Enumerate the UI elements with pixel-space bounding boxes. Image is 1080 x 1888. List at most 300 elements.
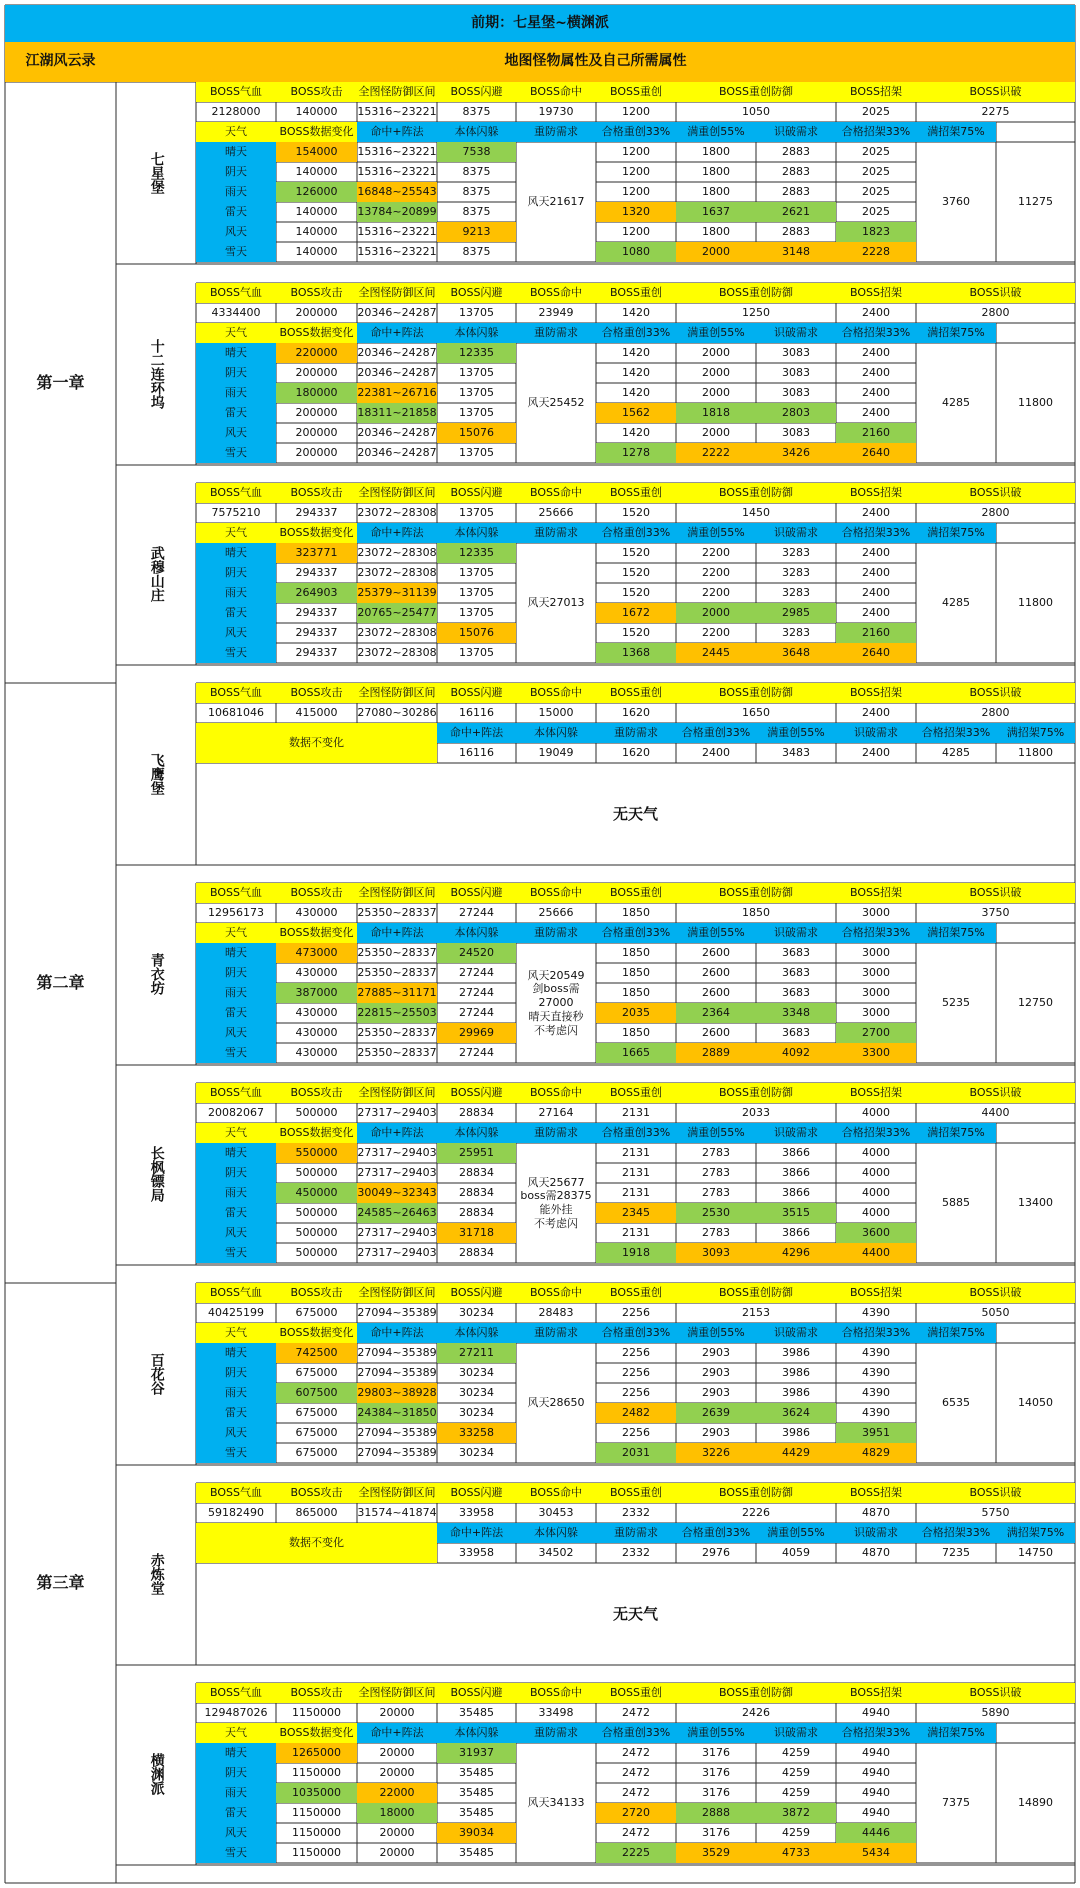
stat-value: 1520 [622,506,650,520]
weather-value: 550000 [276,1143,357,1163]
need-label: 合格招架33% [836,1723,916,1743]
weather-value: 3426 [756,443,836,463]
weather-label: 阴天 [196,363,276,383]
need-label: 满招架75% [916,923,996,943]
weather-value: 2256 [622,1346,650,1360]
stat-label: BOSS攻击 [276,1483,357,1503]
stat-value: 28483 [538,1306,574,1320]
weather-value: 1420 [622,386,650,400]
weather-value: 3300 [836,1043,916,1063]
weather-value: 27211 [437,1343,516,1363]
stat-value: 19730 [538,105,574,119]
stat-label: BOSS命中 [516,883,596,903]
weather-label: 雨天 [196,1183,276,1203]
stat-label: BOSS气血 [196,82,276,102]
need-label: 合格重创33% [596,323,676,343]
stat-label: BOSS气血 [196,1083,276,1103]
need-label: 重防需求 [596,1523,676,1543]
weather-value: 2228 [836,242,916,262]
weather-value: 1800 [702,145,730,159]
need-label: 合格重创33% [596,1323,676,1343]
weather-value: 1320 [596,202,676,222]
stat-value: 140000 [295,105,338,119]
weather-value: 4446 [836,1823,916,1843]
stat-value: 13705 [459,506,494,520]
stat-label: BOSS攻击 [276,1683,357,1703]
weather-value: 3283 [782,546,810,560]
weather-value: 2640 [836,643,916,663]
need-label: 满重创55% [756,723,836,743]
weather-value: 1200 [622,165,650,179]
stat-label: BOSS攻击 [276,683,357,703]
stat-label: BOSS重创防御 [676,1283,836,1303]
weather-value: 4829 [836,1443,916,1463]
weather-value: 13705 [459,366,494,380]
need-label: 重防需求 [516,1323,596,1343]
stat-value: 4334400 [211,306,261,320]
weather-value: 3872 [756,1803,836,1823]
weather-value: 15316~23221 [357,245,437,259]
weather-value: 2903 [702,1386,730,1400]
weather-value: 2000 [702,366,730,380]
weather-value: 2883 [782,185,810,199]
need-label: 满招架75% [916,323,996,343]
weather-value: 1562 [596,403,676,423]
need-label: 满重创55% [676,1323,756,1343]
weather-value: 3176 [702,1786,730,1800]
weather-value: 35485 [459,1786,494,1800]
need-label: 本体闪躲 [437,323,516,343]
evade-note: 风天25677 boss需28375 能外挂 不考虑闪 [520,1175,592,1230]
map-name: 武穆山庄 [148,546,165,602]
weather-value: 1278 [596,443,676,463]
need-value: 14750 [1018,1546,1053,1560]
weather-value: 1672 [596,603,676,623]
stat-label: 全图怪防御区间 [357,283,437,303]
weather-value: 2400 [862,406,890,420]
weather-value: 3866 [782,1166,810,1180]
need-value: 4285 [942,746,970,760]
weather-label: 雨天 [196,383,276,403]
weather-value: 180000 [276,383,357,403]
header-left: 江湖风云录 [5,42,116,82]
weather-value: 28834 [459,1186,494,1200]
weather-value: 1420 [622,346,650,360]
weather-value: 3000 [862,946,890,960]
weather-value: 5434 [836,1843,916,1863]
stat-label: 全图怪防御区间 [357,1683,437,1703]
weather-value: 200000 [295,446,338,460]
need-label: 本体闪躲 [516,723,596,743]
weather-value: 3529 [676,1843,756,1863]
weather-value: 2400 [862,346,890,360]
stat-value: 15000 [538,706,574,720]
need-label: 识破需求 [836,1523,916,1543]
weather-value: 31718 [437,1223,516,1243]
weather-value: 25350~28337 [357,966,437,980]
weather-value: 3986 [782,1386,810,1400]
need-label: 命中+阵法 [357,1323,437,1343]
weather-value: 3000 [862,966,890,980]
weather-value: 23072~28308 [357,626,437,640]
parry-33: 7375 [942,1796,970,1810]
weather-value: 2400 [862,366,890,380]
weather-value: 25951 [437,1143,516,1163]
weather-value: 25350~28337 [357,946,437,960]
weather-value: 1918 [596,1243,676,1263]
stat-value: 27164 [538,1106,574,1120]
parry-33: 5235 [942,996,970,1010]
stat-value: 1050 [742,105,770,119]
weather-value: 3093 [676,1243,756,1263]
weather-value: 294337 [295,626,338,640]
weather-value: 16848~25543 [357,182,437,202]
weather-value: 2720 [596,1803,676,1823]
stat-label: BOSS攻击 [276,82,357,102]
stat-label: BOSS命中 [516,283,596,303]
stat-value: 675000 [295,1306,338,1320]
weather-value: 3683 [782,986,810,1000]
weather-value: 35485 [459,1846,494,1860]
need-label: 识破需求 [756,923,836,943]
weather-value: 22381~26716 [357,383,437,403]
sheet-title: 前期：七星堡~横渊派 [5,5,1075,42]
need-value: 7235 [942,1546,970,1560]
stat-label: BOSS重创 [596,82,676,102]
evade-note: 风天25452 [527,396,585,410]
stat-value: 2033 [742,1106,770,1120]
map-name: 长枫镖局 [148,1146,165,1202]
weather-value: 2472 [622,1746,650,1760]
stat-label: BOSS识破 [916,683,1075,703]
stat-value: 12956173 [208,906,264,920]
stat-label: BOSS识破 [916,483,1075,503]
evade-note: 风天27013 [527,596,585,610]
weather-value: 23072~28308 [357,646,437,660]
weather-value: 1368 [596,643,676,663]
need-label: 命中+阵法 [357,1123,437,1143]
stat-label: 全图怪防御区间 [357,683,437,703]
need-label: 命中+阵法 [437,1523,516,1543]
weather-value: 1420 [622,366,650,380]
need-label: 合格招架33% [916,723,996,743]
stat-value: 27317~29403 [357,1106,437,1120]
stat-value: 59182490 [208,1506,264,1520]
stat-label: BOSS重创 [596,483,676,503]
weather-value: 1850 [622,966,650,980]
weather-value: 33258 [437,1423,516,1443]
weather-value: 607500 [276,1383,357,1403]
weather-value: 13784~20899 [357,202,437,222]
need-label: 天气 [196,122,276,142]
need-label: 识破需求 [756,1123,836,1143]
need-value: 1620 [622,746,650,760]
weather-value: 2640 [836,443,916,463]
parry-33: 5885 [942,1196,970,1210]
weather-value: 4259 [782,1826,810,1840]
weather-value: 3951 [836,1423,916,1443]
stat-value: 31574~41874 [357,1506,437,1520]
weather-value: 2783 [702,1226,730,1240]
weather-value: 27317~29403 [357,1246,437,1260]
stat-label: BOSS重创 [596,683,676,703]
weather-value: 27244 [459,1046,494,1060]
weather-value: 3283 [782,586,810,600]
need-label: 本体闪躲 [437,1323,516,1343]
weather-label: 阴天 [196,963,276,983]
stat-value: 2426 [742,1706,770,1720]
weather-value: 25350~28337 [357,1046,437,1060]
stat-label: BOSS招架 [836,1483,916,1503]
weather-value: 2903 [702,1366,730,1380]
weather-value: 27317~29403 [357,1226,437,1240]
weather-value: 3083 [782,426,810,440]
weather-value: 500000 [295,1166,338,1180]
stat-label: BOSS识破 [916,1483,1075,1503]
need-value: 2400 [862,746,890,760]
need-label: 合格重创33% [676,723,756,743]
weather-value: 35485 [459,1806,494,1820]
weather-label: 雷天 [196,1803,276,1823]
weather-value: 1080 [596,242,676,262]
weather-value: 20346~24287 [357,346,437,360]
weather-value: 3624 [756,1403,836,1423]
weather-value: 430000 [295,1046,338,1060]
need-value: 33958 [459,1546,494,1560]
weather-label: 雷天 [196,603,276,623]
stat-value: 23072~28308 [357,506,437,520]
weather-value: 27885~31171 [357,983,437,1003]
stat-label: BOSS招架 [836,1283,916,1303]
need-label: 合格重创33% [596,122,676,142]
stat-label: BOSS招架 [836,883,916,903]
need-label: 满重创55% [676,1123,756,1143]
need-value: 2400 [702,746,730,760]
stat-value: 1450 [742,506,770,520]
weather-value: 4000 [862,1166,890,1180]
weather-value: 23072~28308 [357,566,437,580]
weather-value: 9213 [437,222,516,242]
weather-value: 200000 [295,426,338,440]
need-value: 4059 [782,1546,810,1560]
need-label: 合格招架33% [836,122,916,142]
weather-value: 1520 [622,626,650,640]
stat-label: BOSS闪避 [437,283,516,303]
stat-label: BOSS识破 [916,1283,1075,1303]
chapter-label: 第二章 [36,973,85,992]
weather-value: 2472 [622,1766,650,1780]
need-label: 识破需求 [756,1723,836,1743]
stat-value: 33958 [459,1506,494,1520]
weather-label: 晴天 [196,343,276,363]
parry-33: 6535 [942,1396,970,1410]
weather-value: 13705 [459,406,494,420]
weather-value: 2400 [862,386,890,400]
weather-value: 2639 [676,1403,756,1423]
weather-value: 2025 [862,205,890,219]
weather-value: 450000 [276,1183,357,1203]
weather-value: 473000 [276,943,357,963]
need-label: BOSS数据变化 [276,523,357,543]
weather-label: 雪天 [196,1243,276,1263]
need-label: BOSS数据变化 [276,323,357,343]
weather-value: 4940 [862,1746,890,1760]
stat-label: BOSS重创 [596,1683,676,1703]
need-label: 命中+阵法 [437,723,516,743]
weather-value: 27317~29403 [357,1146,437,1160]
need-label: 合格招架33% [836,1323,916,1343]
parry-75: 13400 [1018,1196,1053,1210]
stat-value: 27094~35389 [357,1306,437,1320]
stat-label: BOSS闪避 [437,483,516,503]
weather-value: 2200 [702,586,730,600]
weather-value: 200000 [295,366,338,380]
weather-value: 675000 [295,1426,338,1440]
parry-75: 11275 [1018,195,1053,209]
weather-value: 25379~31139 [357,583,437,603]
weather-value: 675000 [295,1406,338,1420]
map-name: 赤炼堂 [148,1553,165,1595]
stat-label: BOSS气血 [196,883,276,903]
weather-value: 1850 [622,986,650,1000]
weather-value: 2783 [702,1166,730,1180]
stat-value: 27080~30286 [357,706,437,720]
stat-label: BOSS气血 [196,1483,276,1503]
weather-label: 雨天 [196,583,276,603]
weather-value: 12335 [437,543,516,563]
weather-value: 13705 [459,446,494,460]
stat-label: BOSS重创 [596,1083,676,1103]
weather-value: 27094~35389 [357,1366,437,1380]
stat-label: BOSS重创防御 [676,683,836,703]
weather-value: 2000 [676,242,756,262]
weather-value: 20346~24287 [357,426,437,440]
stat-value: 1200 [622,105,650,119]
no-change-note: 数据不变化 [196,1523,437,1563]
weather-value: 1818 [676,403,756,423]
weather-value: 4733 [756,1843,836,1863]
stat-label: BOSS命中 [516,82,596,102]
stat-label: BOSS重创 [596,1483,676,1503]
weather-value: 4000 [862,1206,890,1220]
need-label: 识破需求 [836,723,916,743]
weather-value: 8375 [462,165,491,179]
stat-value: 500000 [295,1106,338,1120]
weather-label: 晴天 [196,1343,276,1363]
weather-value: 2364 [676,1003,756,1023]
weather-value: 140000 [295,225,338,239]
parry-75: 11800 [1018,396,1053,410]
need-label: 命中+阵法 [357,323,437,343]
weather-value: 1150000 [292,1806,341,1820]
stat-value: 1850 [622,906,650,920]
stat-value: 2400 [862,706,890,720]
stat-value: 8375 [462,105,491,119]
weather-value: 4390 [862,1346,890,1360]
weather-value: 25350~28337 [357,1026,437,1040]
stat-value: 25350~28337 [357,906,437,920]
weather-value: 29969 [437,1023,516,1043]
weather-label: 阴天 [196,1163,276,1183]
parry-75: 14050 [1018,1396,1053,1410]
weather-value: 2256 [622,1366,650,1380]
weather-value: 15316~23221 [357,145,437,159]
weather-value: 8375 [462,245,491,259]
weather-label: 风天 [196,1823,276,1843]
weather-value: 2000 [676,603,756,623]
stat-value: 20082067 [208,1106,264,1120]
need-label: 合格招架33% [916,1523,996,1543]
need-label: 满重创55% [676,323,756,343]
stat-value: 129487026 [204,1706,268,1720]
weather-value: 3866 [782,1146,810,1160]
parry-75: 12750 [1018,996,1053,1010]
stat-label: BOSS命中 [516,483,596,503]
weather-value: 27094~35389 [357,1446,437,1460]
parry-33: 3760 [942,195,970,209]
stat-label: 全图怪防御区间 [357,1283,437,1303]
weather-value: 294337 [295,566,338,580]
weather-value: 12335 [437,343,516,363]
weather-value: 1800 [702,165,730,179]
weather-value: 3986 [782,1366,810,1380]
stat-value: 3000 [862,906,890,920]
weather-value: 140000 [295,205,338,219]
weather-value: 2482 [596,1403,676,1423]
weather-value: 1665 [596,1043,676,1063]
stat-value: 1250 [742,306,770,320]
need-label: 满招架75% [916,1723,996,1743]
weather-value: 20346~24287 [357,446,437,460]
weather-value: 13705 [459,386,494,400]
weather-value: 500000 [295,1246,338,1260]
weather-value: 39034 [437,1823,516,1843]
weather-value: 2025 [862,145,890,159]
weather-value: 4000 [862,1186,890,1200]
stat-label: BOSS命中 [516,683,596,703]
weather-value: 28834 [459,1206,494,1220]
weather-value: 154000 [276,142,357,162]
weather-value: 27317~29403 [357,1166,437,1180]
weather-value: 2000 [702,386,730,400]
weather-value: 126000 [276,182,357,202]
need-value: 19049 [538,746,574,760]
stat-value: 5050 [981,1306,1010,1320]
need-label: 天气 [196,523,276,543]
stat-label: BOSS命中 [516,1283,596,1303]
weather-value: 2621 [756,202,836,222]
weather-value: 13705 [459,606,494,620]
stat-value: 2153 [742,1306,770,1320]
parry-75: 11800 [1018,596,1053,610]
need-label: 命中+阵法 [357,523,437,543]
need-label: 天气 [196,1123,276,1143]
need-label: 重防需求 [516,523,596,543]
need-label: 天气 [196,1723,276,1743]
map-name: 横渊派 [148,1753,165,1795]
weather-value: 2883 [782,145,810,159]
weather-label: 阴天 [196,1363,276,1383]
need-label: 命中+阵法 [357,122,437,142]
stat-label: BOSS闪避 [437,1283,516,1303]
stat-value: 23949 [538,306,574,320]
stat-value: 15316~23221 [357,105,437,119]
no-weather-label: 无天气 [612,804,658,823]
need-label: 命中+阵法 [357,923,437,943]
stat-label: BOSS气血 [196,283,276,303]
no-weather-label: 无天气 [612,1604,658,1623]
weather-value: 2783 [702,1186,730,1200]
